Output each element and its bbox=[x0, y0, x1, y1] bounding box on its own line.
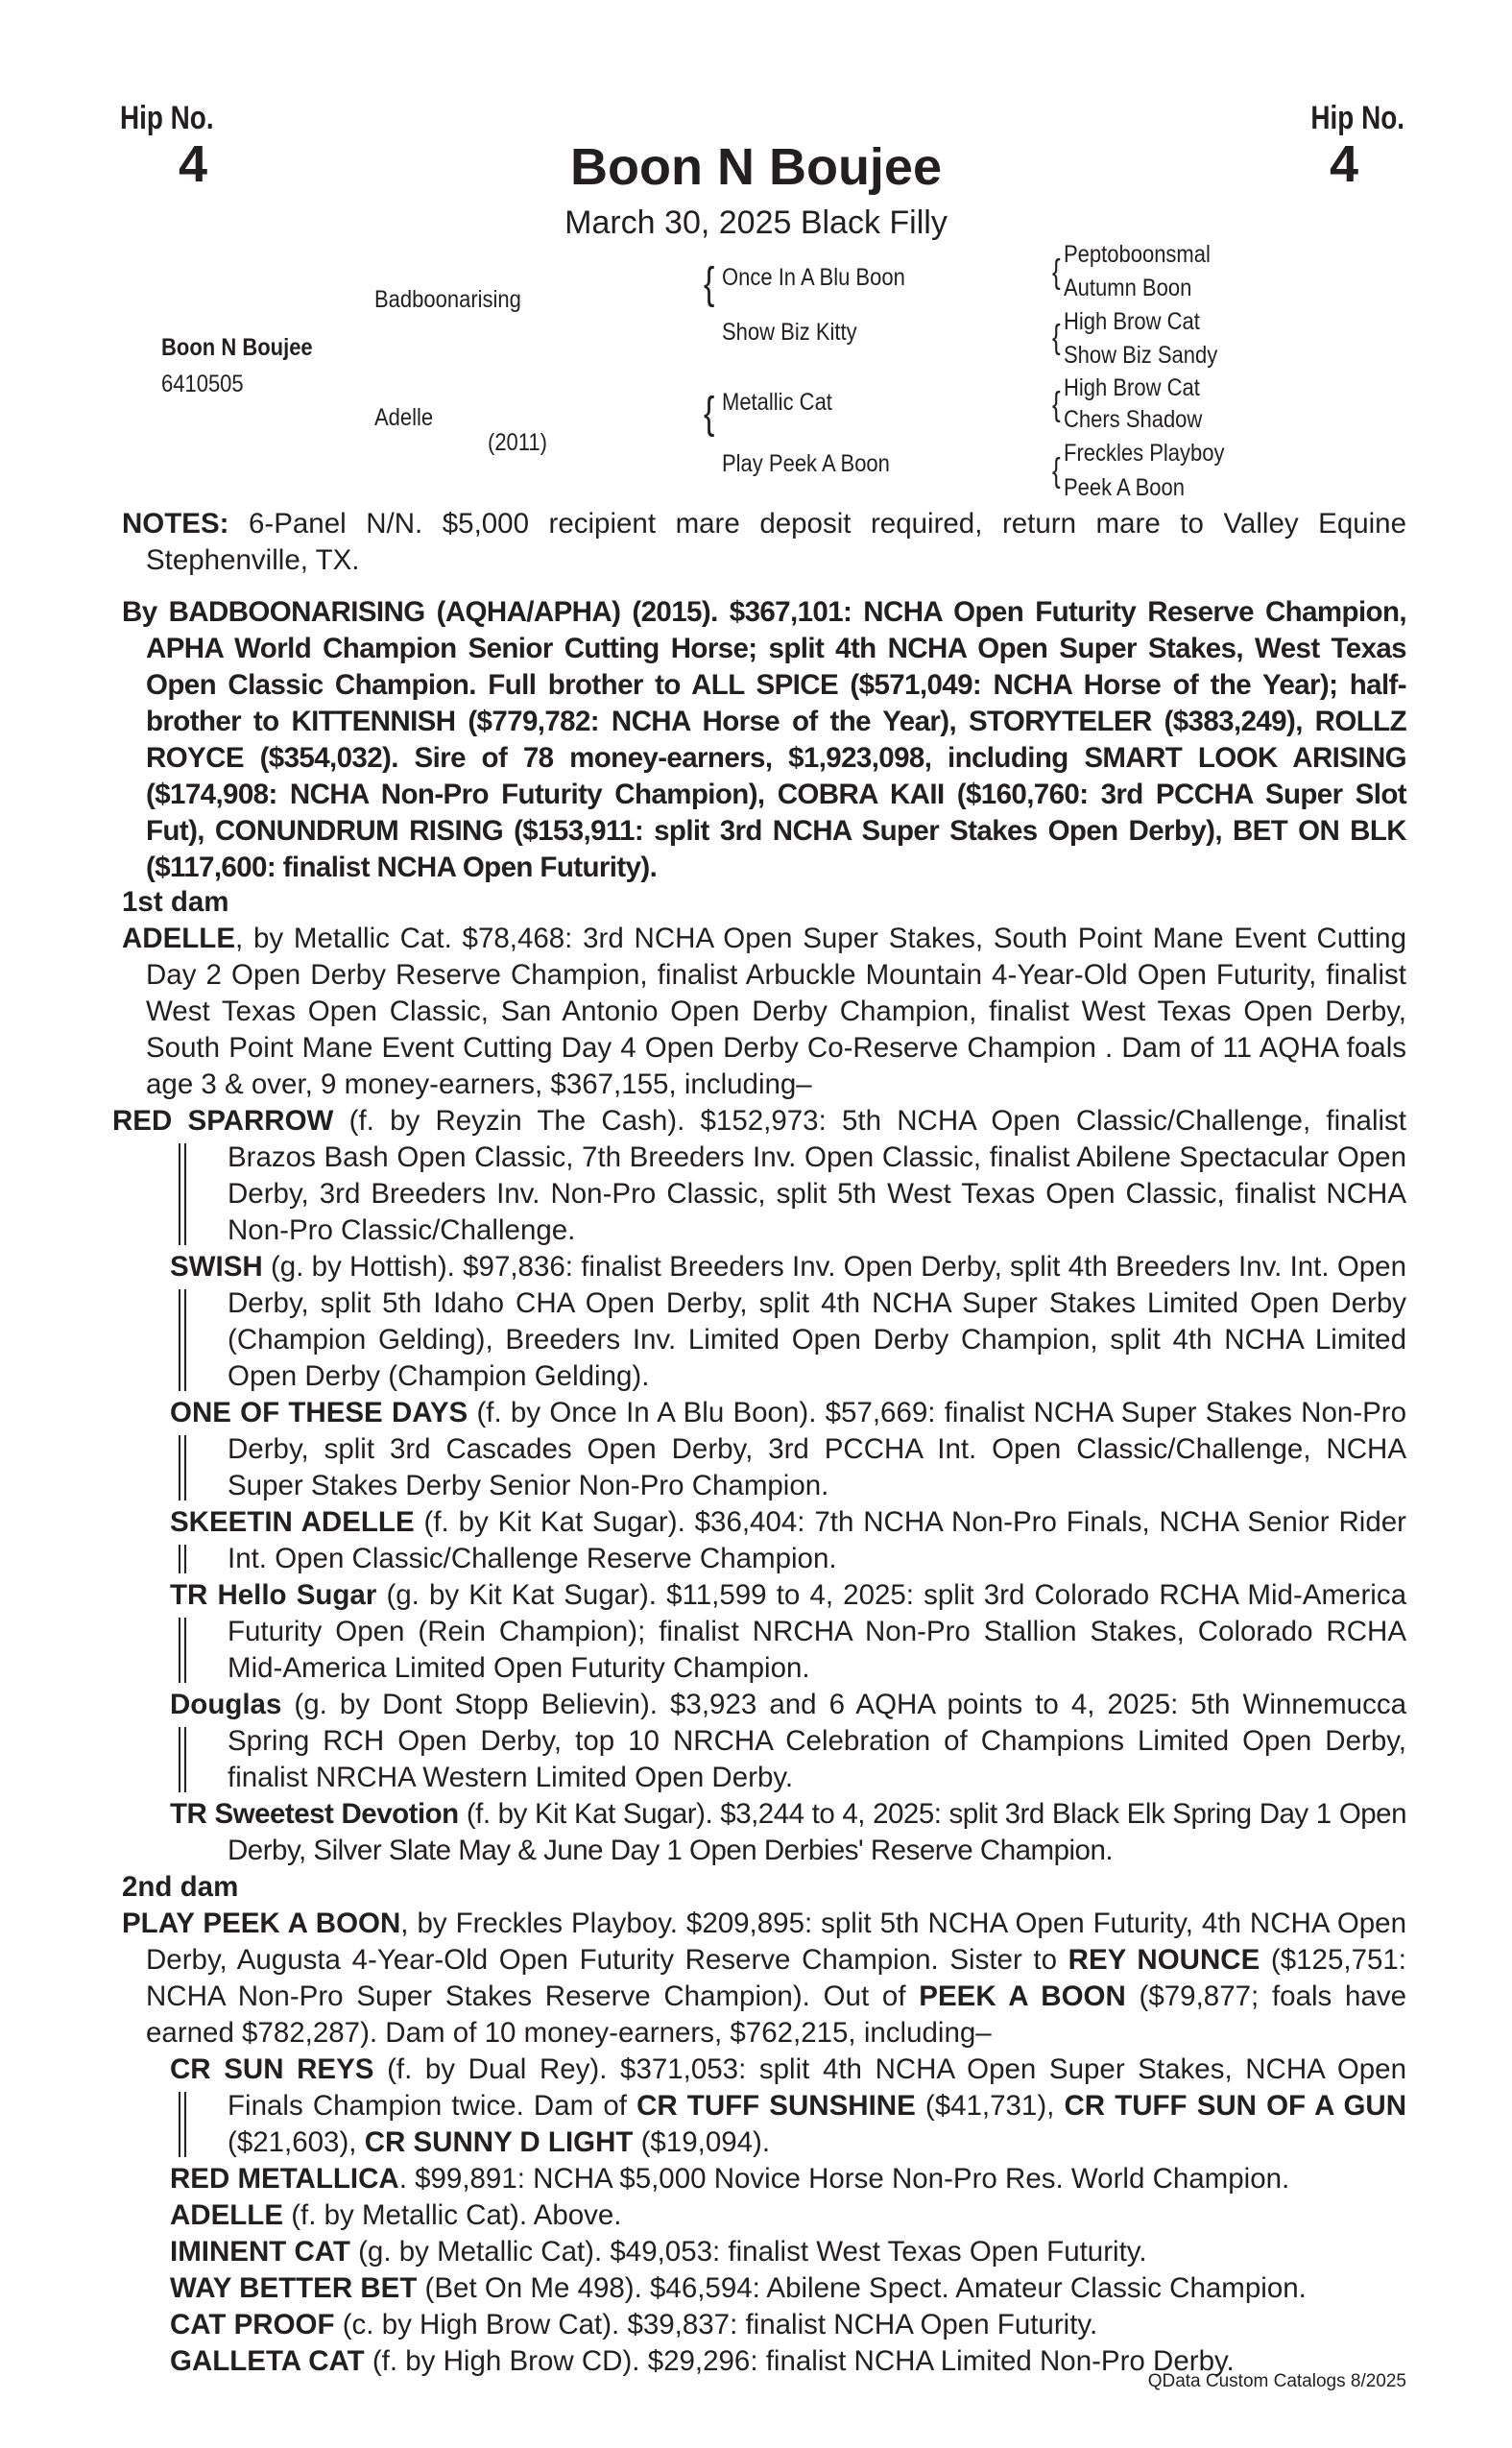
produce-name: ADELLE bbox=[170, 2199, 283, 2231]
brace-icon: { bbox=[704, 259, 715, 309]
dam-name: Adelle bbox=[374, 404, 434, 431]
produce-bar bbox=[179, 1618, 186, 1683]
produce-entry bbox=[122, 1249, 1406, 1395]
produce-text: (g. by Kit Kat Sugar). $11,599 to 4, 2025: split 3rd Colorado RCHA Mid-America Futurity Open (Rein Champion); finalist NRCHA Non-Pro Stallion Stakes, Colorado RCHA Mid-America Limited Open Futurity Champion. bbox=[228, 1579, 1406, 1684]
produce-entry bbox=[122, 1577, 1406, 1687]
produce-text: (f. by Once In A Blu Boon). $57,669: finalist NCHA Super Stakes Non-Pro Derby, split 3rd Cascades Open Derby, 3rd PCCHA Int. Open Classic/Challenge, NCHA Super Stakes Derby Senior Non-Pro Champion. bbox=[228, 1397, 1406, 1501]
third-gen-name: Peptoboonsmal bbox=[1064, 241, 1211, 268]
produce-entry bbox=[122, 1687, 1406, 1796]
dam-foal-year: (2011) bbox=[488, 429, 547, 456]
produce-text: (g. by Dont Stopp Believin). $3,923 and 6 AQHA points to 4, 2025: 5th Winnemucca Spring RCH Open Derby, top 10 NRCHA Celebration of Champions Limited Open Derby, finalist NRCHA Western Limited Open Derby. bbox=[228, 1689, 1406, 1793]
produce-name: GALLETA CAT bbox=[170, 2345, 365, 2377]
second-dam-text: ($125,751: NCHA Non-Pro Super Stakes Reserve Champion). Out of bbox=[146, 1944, 1406, 2012]
produce-name: CR SUN REYS bbox=[170, 2053, 374, 2085]
notes-text: 6-Panel N/N. $5,000 recipient mare deposit required, return mare to Valley Equine Stephenville, TX. bbox=[146, 508, 1406, 576]
first-dam-paragraph bbox=[122, 921, 1406, 1103]
produce-bar bbox=[179, 1289, 186, 1391]
produce-text: ($41,731), bbox=[915, 2090, 1065, 2122]
produce-text: (f. by Reyzin The Cash). $152,973: 5th NCHA Open Classic/Challenge, finalist Brazos Bash Open Classic, 7th Breeders Inv. Open Classic, finalist Abilene Spectacular Open Derby, 3rd Breeders Inv. Non-Pro Classic, split 5th West Texas Open Classic, finalist NCHA Non-Pro Classic/Challenge. bbox=[228, 1105, 1406, 1246]
produce-name: RED METALLICA bbox=[170, 2163, 399, 2195]
third-gen-name: Freckles Playboy bbox=[1064, 440, 1225, 467]
brace-icon: { bbox=[1052, 450, 1061, 490]
produce-text: (g. by Metallic Cat). $49,053: finalist West Texas Open Futurity. bbox=[349, 2236, 1147, 2268]
catalog-body bbox=[112, 506, 1407, 2380]
dam-sire-name: Metallic Cat bbox=[722, 389, 832, 416]
grand-produce-name: CR TUFF SUN OF A GUN bbox=[1064, 2090, 1406, 2122]
produce-text: (Bet On Me 498). $46,594: Abilene Spect. Amateur Classic Champion. bbox=[417, 2272, 1307, 2304]
produce-bar bbox=[179, 1435, 186, 1500]
produce-entry bbox=[112, 1103, 1406, 1249]
dam-dam-name: Play Peek A Boon bbox=[722, 450, 890, 477]
sire-dam-name: Show Biz Kitty bbox=[722, 319, 857, 346]
produce-text: . $99,891: NCHA $5,000 Novice Horse Non-Pro Res. World Champion. bbox=[398, 2163, 1290, 2195]
brace-icon: { bbox=[704, 389, 715, 439]
produce-text: (g. by Hottish). $97,836: finalist Breeders Inv. Open Derby, split 4th Breeders Inv. Int. Open Derby, split 5th Idaho CHA Open Derby, split 4th NCHA Super Stakes Limited Open Derby (Champion Gelding), Breeders Inv. Limited Open Derby Champion, split 4th NCHA Limited Open Derby (Champion Gelding). bbox=[228, 1251, 1406, 1392]
produce-text: ($19,094). bbox=[633, 2126, 771, 2158]
produce-name: IMINENT CAT bbox=[170, 2236, 350, 2268]
produce-line bbox=[122, 2234, 1406, 2270]
hip-number-right: 4 bbox=[1329, 135, 1358, 193]
grand-produce-name: CR SUNNY D LIGHT bbox=[364, 2126, 634, 2158]
produce-line bbox=[122, 2270, 1406, 2307]
produce-entry bbox=[122, 2052, 1406, 2161]
produce-text: (f. by High Brow CD). $29,296: finalist NCHA Limited Non-Pro Derby. bbox=[364, 2345, 1235, 2377]
subject-name: Boon N Boujee bbox=[161, 334, 313, 361]
produce-bar bbox=[179, 2092, 186, 2157]
second-dam-text: ($79,877; foals have earned $782,287). Dam of 10 money-earners, $762,215, including– bbox=[146, 1980, 1407, 2049]
produce-text: (f. by Metallic Cat). Above. bbox=[283, 2199, 622, 2231]
produce-entry bbox=[122, 1796, 1406, 1869]
produce-text: (f. by Kit Kat Sugar). $36,404: 7th NCHA Non-Pro Finals, NCHA Senior Rider Int. Open Classic/Challenge Reserve Champion. bbox=[228, 1506, 1406, 1574]
first-dam-name: ADELLE bbox=[122, 923, 235, 954]
third-gen-name: Chers Shadow bbox=[1064, 406, 1203, 433]
third-gen-name: High Brow Cat bbox=[1064, 374, 1200, 401]
sire-summary: By BADBOONARISING (AQHA/APHA) (2015). $367,101: NCHA Open Futurity Reserve Champion, APHA World Champion Senior Cutting Horse; split 4th NCHA Open Super Stakes, West Texas Open Classic Champion. Full brother to ALL SPICE ($571,049: NCHA Horse of the Year); half-brother to KITTENNISH ($779,782: NCHA Horse of the Year), STORYTELER ($383,249), ROLLZ ROYCE ($354,032). Sire of 78 money-earners, $1,923,098, including SMART LOOK ARISING ($174,908: NCHA Non-Pro Futurity Champion), COBRA KAII ($160,760: 3rd PCCHA Super Slot Fut), CONUNDRUM RISING ($153,911: split 3rd NCHA Super Stakes Open Derby), BET ON BLK ($117,600: finalist NCHA Open Futurity). bbox=[122, 596, 1406, 883]
brace-icon: { bbox=[1052, 252, 1061, 291]
produce-line bbox=[122, 2307, 1406, 2343]
hip-label-left: Hip No. bbox=[120, 100, 214, 136]
hip-number-left: 4 bbox=[179, 135, 208, 193]
produce-bar bbox=[179, 1727, 186, 1792]
hip-label-right: Hip No. bbox=[1310, 100, 1404, 136]
produce-name: WAY BETTER BET bbox=[170, 2272, 418, 2304]
sire-name: Badboonarising bbox=[374, 286, 521, 313]
sister-name: REY NOUNCE bbox=[1068, 1944, 1260, 1976]
produce-text: (f. by Kit Kat Sugar). $3,244 to 4, 2025: split 3rd Black Elk Spring Day 1 Open Derby, Silver Slate May & June Day 1 Open Derbies' Reserve Champion. bbox=[228, 1798, 1406, 1866]
produce-name: CAT PROOF bbox=[170, 2309, 335, 2340]
second-dam-heading: 2nd dam bbox=[122, 1871, 239, 1903]
brace-icon: { bbox=[1052, 317, 1061, 356]
produce-bar bbox=[179, 1143, 186, 1245]
notes-label: NOTES: bbox=[122, 508, 229, 540]
produce-bar bbox=[179, 1545, 186, 1573]
produce-name: RED SPARROW bbox=[112, 1105, 334, 1137]
second-dam-text: , by Freckles Playboy. $209,895: split 5th NCHA Open Futurity, 4th NCHA Open Derby, Augusta 4-Year-Old Open Futurity Reserve Champion. Sister to bbox=[146, 1908, 1406, 1976]
produce-name: TR Hello Sugar bbox=[170, 1579, 377, 1611]
produce-name: SWISH bbox=[170, 1251, 263, 1283]
third-gen-name: Autumn Boon bbox=[1064, 275, 1192, 301]
sire-sire-name: Once In A Blu Boon bbox=[722, 264, 905, 291]
foaling-description: March 30, 2025 Black Filly bbox=[564, 204, 948, 241]
produce-line bbox=[122, 2161, 1406, 2197]
produce-entry bbox=[122, 1504, 1406, 1577]
brace-icon: { bbox=[1052, 384, 1061, 423]
footer-credit: QData Custom Catalogs 8/2025 bbox=[1147, 2371, 1406, 2391]
produce-text: ($21,603), bbox=[228, 2126, 365, 2158]
produce-entry bbox=[122, 1395, 1406, 1504]
third-gen-name: Peek A Boon bbox=[1064, 474, 1186, 501]
produce-line bbox=[122, 2197, 1406, 2234]
subject-registration: 6410505 bbox=[161, 371, 244, 397]
third-gen-name: High Brow Cat bbox=[1064, 308, 1200, 335]
first-dam-text: , by Metallic Cat. $78,468: 3rd NCHA Open Super Stakes, South Point Mane Event Cutting Day 2 Open Derby Reserve Champion, finalist Arbuckle Mountain 4-Year-Old Open Futurity, finalist West Texas Open Classic, San Antonio Open Derby Champion, finalist West Texas Open Derby, South Point Mane Event Cutting Day 4 Open Derby Co-Reserve Champion . Dam of 11 AQHA foals age 3 & over, 9 money-earners, $367,155, including– bbox=[146, 923, 1406, 1100]
horse-name-title: Boon N Boujee bbox=[570, 138, 942, 196]
produce-text: (c. by High Brow Cat). $39,837: finalist NCHA Open Futurity. bbox=[334, 2309, 1098, 2340]
third-gen-name: Show Biz Sandy bbox=[1064, 342, 1218, 369]
grand-produce-name: CR TUFF SUNSHINE bbox=[636, 2090, 916, 2122]
produce-text: (f. by Dual Rey). $371,053: split 4th NCHA Open Super Stakes, NCHA Open Finals Champion twice. Dam of bbox=[228, 2053, 1406, 2122]
produce-name: TR Sweetest Devotion bbox=[170, 1798, 459, 1830]
second-dam-dam-name: PEEK A BOON bbox=[919, 1980, 1126, 2012]
produce-name: ONE OF THESE DAYS bbox=[170, 1397, 468, 1428]
first-dam-heading: 1st dam bbox=[122, 886, 229, 918]
produce-name: SKEETIN ADELLE bbox=[170, 1506, 415, 1538]
second-dam-name: PLAY PEEK A BOON bbox=[122, 1908, 401, 1939]
notes-paragraph bbox=[122, 506, 1406, 579]
produce-name: Douglas bbox=[170, 1689, 282, 1720]
second-dam-paragraph bbox=[122, 1906, 1406, 2052]
